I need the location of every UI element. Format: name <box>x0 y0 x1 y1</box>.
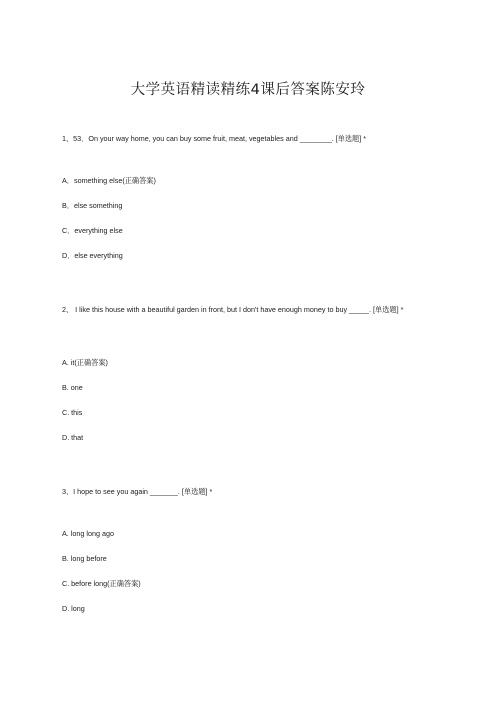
question-1-option-c: C．everything else <box>62 226 123 235</box>
question-2-option-a: A. it(正确答案) <box>62 358 108 367</box>
question-1-option-a: A．something else(正确答案) <box>62 176 156 185</box>
question-1-option-b: B．else something <box>62 201 123 210</box>
question-1-option-d: D．else everything <box>62 251 123 260</box>
question-3-option-d: D. long <box>62 604 85 613</box>
question-2-option-d: D. that <box>62 433 84 442</box>
page-title: 大学英语精读精练4课后答案陈安玲 <box>130 82 366 98</box>
question-2-option-b: B. one <box>62 383 83 392</box>
question-3-option-b: B. long before <box>62 554 107 563</box>
question-3-text: 3、I hope to see you again _______. [单选题] * <box>62 487 213 496</box>
question-3-option-a: A. long long ago <box>62 529 114 538</box>
question-2-text: 2、 I like this house with a beautiful garden in front, but I don't have enough money to buy _____. [单选题] * <box>62 305 404 314</box>
question-2-option-c: C. this <box>62 408 83 417</box>
question-1-text: 1、53．On your way home, you can buy some fruit, meat, vegetables and ________. [单选题] * <box>62 134 367 143</box>
question-3-option-c: C. before long(正确答案) <box>62 579 141 588</box>
